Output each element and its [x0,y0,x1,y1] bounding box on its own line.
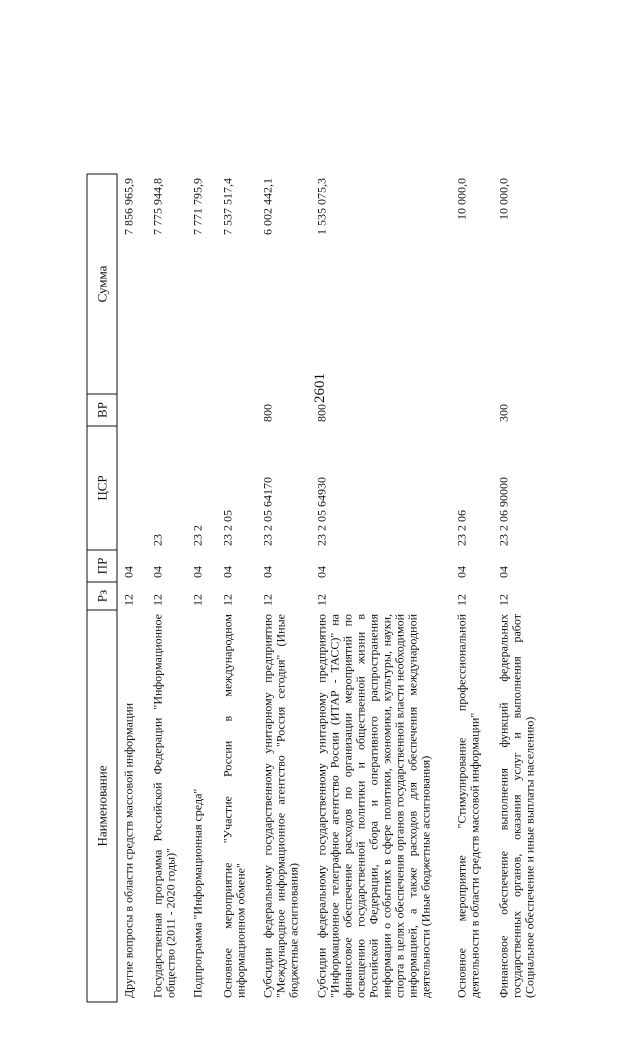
row-csr: 23 2 06 90000 [496,477,510,546]
row-pr: 04 [150,566,164,578]
row-csr: 23 2 [190,525,204,546]
table-row [186,174,216,1002]
row-csr: 23 2 05 64930 [314,477,328,546]
row-vr [216,394,256,426]
column-header-rz: Рз [87,582,117,610]
row-pr: 04 [314,566,328,578]
row-name: Субсидии федеральному государственному унитарному предприятию "Информационное телеграфное агентство России (ИТАР - ТАСС)" на финансовое обеспечение расходов по организации мероприятий по освещению государственной политики и общественной жизни в Российской Федерации, сбора и оперативного распространения информации о событиях в сфере политики, экономики, культуры, науки, спорта в целях обеспечения органов государственной власти необходимой информацией, а также расходов для обеспечения международной деятельности (Иные бюджетные ассигнования) [314,614,432,998]
row-vr: 300 [496,404,510,422]
row-vr [450,394,492,426]
row-csr: 23 2 05 [220,510,234,546]
row-sum: 7 537 517,4 [220,178,234,235]
row-rz: 12 [150,594,164,606]
table-row [256,174,310,1002]
table-header-row [87,174,117,1002]
row-sum: 7 771 795,9 [190,178,204,235]
column-header-sum: Сумма [87,174,117,394]
row-rz: 12 [454,594,468,606]
row-pr: 04 [454,566,468,578]
row-csr: 23 2 06 [454,510,468,546]
row-sum: 6 002 442,1 [260,178,274,235]
row-csr [117,426,146,550]
row-sum: 7 775 944,8 [150,178,164,235]
row-rz: 12 [496,594,510,606]
row-rz: 12 [121,594,136,606]
row-name: Финансовое обеспечение выполнения функций федеральных государственных органов, оказания услуг и выполнения работ (Социальное обеспечение и иные выплаты населению) [496,614,536,998]
column-header-csr: ЦСР [87,426,117,550]
column-header-pr: ПР [87,550,117,582]
page-number: 2601 [312,373,328,403]
column-header-vr: ВР [87,394,117,426]
row-csr: 23 [150,534,164,546]
row-sum: 7 856 965,9 [121,178,136,235]
row-vr [186,394,216,426]
row-name: Основное мероприятие "Участие России в международном информационном обмене" [220,614,247,998]
table-row [492,174,546,1002]
column-header-name: Наименование [87,610,117,1002]
table-row [450,174,492,1002]
row-pr: 04 [220,566,234,578]
row-name: Основное мероприятие "Стимулирование профессиональной деятельности в области средств массовой информации" [454,614,481,998]
table-row [146,174,186,1002]
row-name: Государственная программа Российской Федерации "Информационное общество (2011 - 2020 годы)" [150,614,177,998]
row-rz: 12 [314,594,328,606]
table-row [117,174,146,1002]
row-vr [146,394,186,426]
table-row [310,174,450,1002]
row-vr: 800 [314,404,328,422]
row-name: Подпрограмма "Информационная среда" [190,788,204,998]
row-vr: 800 [260,404,274,422]
row-vr [117,394,146,426]
row-rz: 12 [260,594,274,606]
row-rz: 12 [220,594,234,606]
row-rz: 12 [190,594,204,606]
row-name: Другие вопросы в области средств массовой информации [121,702,136,998]
row-pr: 04 [121,566,136,578]
row-pr: 04 [260,566,274,578]
row-pr: 04 [496,566,510,578]
budget-table [87,174,547,1003]
row-sum: 10 000,0 [454,178,468,220]
row-csr: 23 2 05 64170 [260,477,274,546]
row-sum: 1 535 075,3 [314,178,328,235]
table-row [216,174,256,1002]
row-sum: 10 000,0 [496,178,510,220]
row-pr: 04 [190,566,204,578]
row-name: Субсидии федеральному государственному унитарному предприятию "Международное информационное агентство "Россия сегодня" (Иные бюджетные ассигнования) [260,614,300,998]
